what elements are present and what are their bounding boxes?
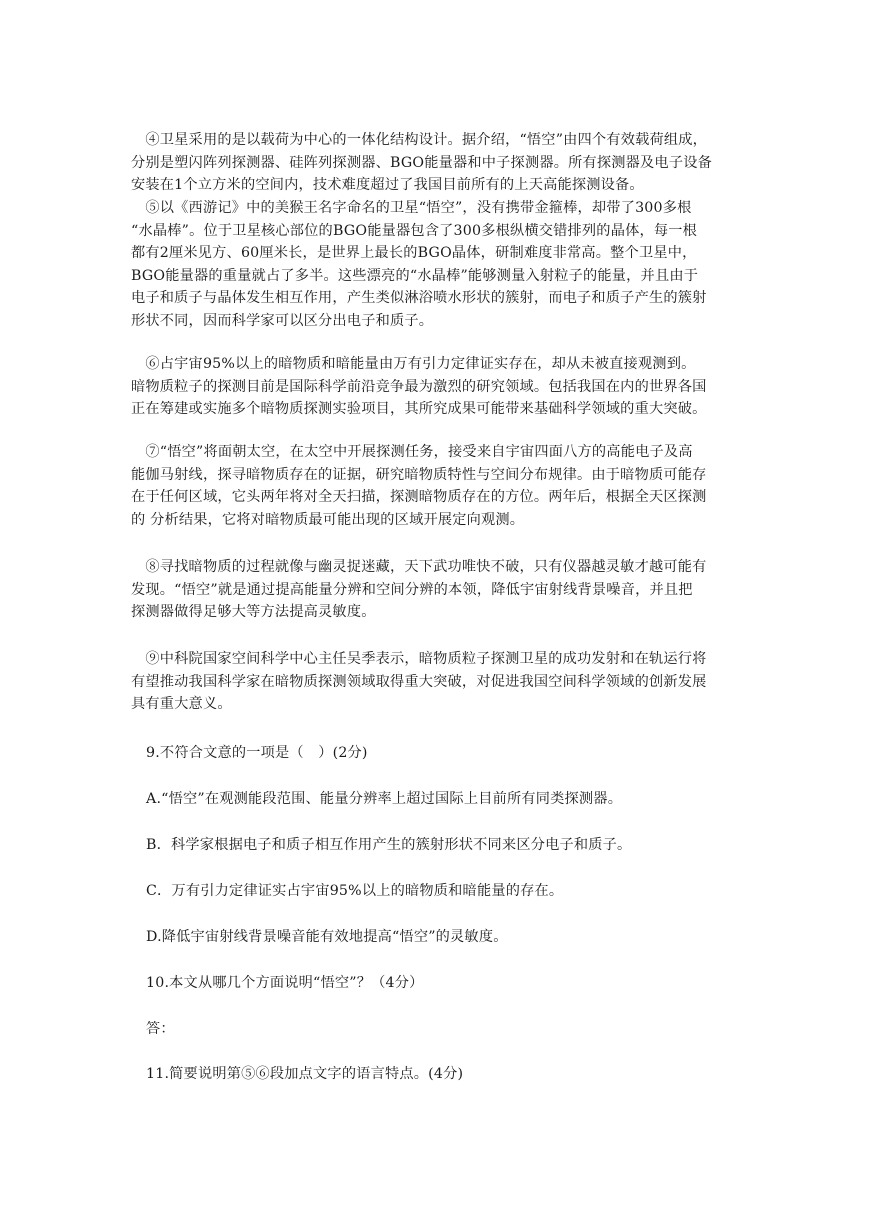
paragraph-line: 分别是塑闪阵列探测器、硅阵列探测器、BGO能量器和中子探测器。所有探测器及电子设备 — [131, 154, 712, 171]
paragraph-line: 安装在1个立方米的空间内，技术难度超过了我国目前所有的上天高能探测设备。 — [131, 177, 644, 194]
paragraph-line: 具有重大意义。 — [131, 696, 232, 713]
paragraph-line: 发现。“悟空”就是通过提高能量分辨和空间分辨的本领，降低宇宙射线背景噪音，并且把 — [131, 581, 693, 598]
paragraph-line: ⑧寻找暗物质的过程就像与幽灵捉迷藏，天下武功唯快不破，只有仪器越灵敏才越可能有 — [131, 559, 707, 575]
paragraph-line: 形状不同，因而科学家可以区分出电子和质子。 — [131, 312, 434, 329]
question-9-option-d: D.降低宇宙射线背景噪音能有效地提高“悟空”的灵敏度。 — [146, 929, 508, 945]
paragraph-9 — [131, 648, 731, 716]
paragraph-6 — [131, 353, 731, 421]
paragraph-line: 正在筹建或实施多个暗物质探测实验项目，其所究成果可能带来基础科学领域的重大突破。 — [131, 401, 707, 418]
paragraph-line: ⑥占宇宙95%以上的暗物质和暗能量由万有引力定律证实存在，却从未被直接观测到。 — [131, 356, 696, 372]
question-11: 11.简要说明第⑤⑥段加点文字的语言特点。(4分) — [146, 1066, 464, 1082]
paragraph-line: 的 分析结果，它将对暗物质最可能出现的区域开展定向观测。 — [131, 511, 525, 528]
question-9-option-c: C．万有引力定律证实占宇宙95%以上的暗物质和暗能量的存在。 — [146, 883, 564, 899]
paragraph-line: ⑨中科院国家空间科学中心主任吴季表示，暗物质粒子探测卫星的成功发射和在轨运行将 — [131, 651, 707, 667]
paragraph-line: BGO能量器的重量就占了多半。这些漂亮的“水晶棒”能够测量入射粒子的能量，并且由于 — [131, 267, 699, 284]
paragraph-line: 能伽马射线，探寻暗物质存在的证据，研究暗物质特性与空间分布规律。由于暗物质可能存 — [131, 466, 707, 483]
paragraph-line: 电子和质子与晶体发生相互作用，产生类似淋浴喷水形状的簇射，而电子和质子产生的簇射 — [131, 290, 707, 307]
paragraph-5 — [131, 197, 731, 333]
question-9-option-a: A.“悟空”在观测能段范围、能量分辨率上超过国际上目前所有同类探测器。 — [146, 791, 623, 807]
paragraph-line: ⑦“悟空”将面朝太空，在太空中开展探测任务，接受来自宇宙四面八方的高能电子及高 — [131, 444, 693, 460]
paragraph-line: ④卫星采用的是以载荷为中心的一体化结构设计。据介绍，“悟空”由四个有效载荷组成， — [131, 132, 708, 148]
question-9: 9.不符合文意的一项是（ ）(2分) — [146, 745, 368, 761]
paragraph-line: 暗物质粒子的探测目前是国际科学前沿竞争最为激烈的研究领域。包括我国在内的世界各国 — [131, 378, 707, 395]
paragraph-line: ⑤以《西游记》中的美猴王名字命名的卫星“悟空”，没有携带金箍棒，却带了300多根 — [131, 200, 692, 216]
answer-label: 答： — [146, 1021, 175, 1037]
paragraph-line: “水晶棒”。位于卫星核心部位的BGO能量器包含了300多根纵横交错排列的晶体，每一根 — [131, 222, 698, 239]
paragraph-7 — [131, 441, 731, 531]
paragraph-line: 有望推动我国科学家在暗物质探测领域取得重大突破，对促进我国空间科学领域的创新发展 — [131, 673, 707, 690]
paragraph-4 — [131, 129, 731, 197]
question-10: 10.本文从哪几个方面说明“悟空”？（4分） — [146, 975, 424, 991]
paragraph-line: 都有2厘米见方、60厘米长，是世界上最长的BGO晶体，研制难度非常高。整个卫星中， — [131, 245, 697, 262]
paragraph-8 — [131, 556, 731, 624]
paragraph-line: 在于任何区域，它头两年将对全天扫描，探测暗物质存在的方位。两年后，根据全天区探测 — [131, 489, 707, 506]
paragraph-line: 探测器做得足够大等方法提高灵敏度。 — [131, 604, 376, 621]
question-9-option-b: B．科学家根据电子和质子相互作用产生的簇射形状不同来区分电子和质子。 — [146, 837, 632, 853]
